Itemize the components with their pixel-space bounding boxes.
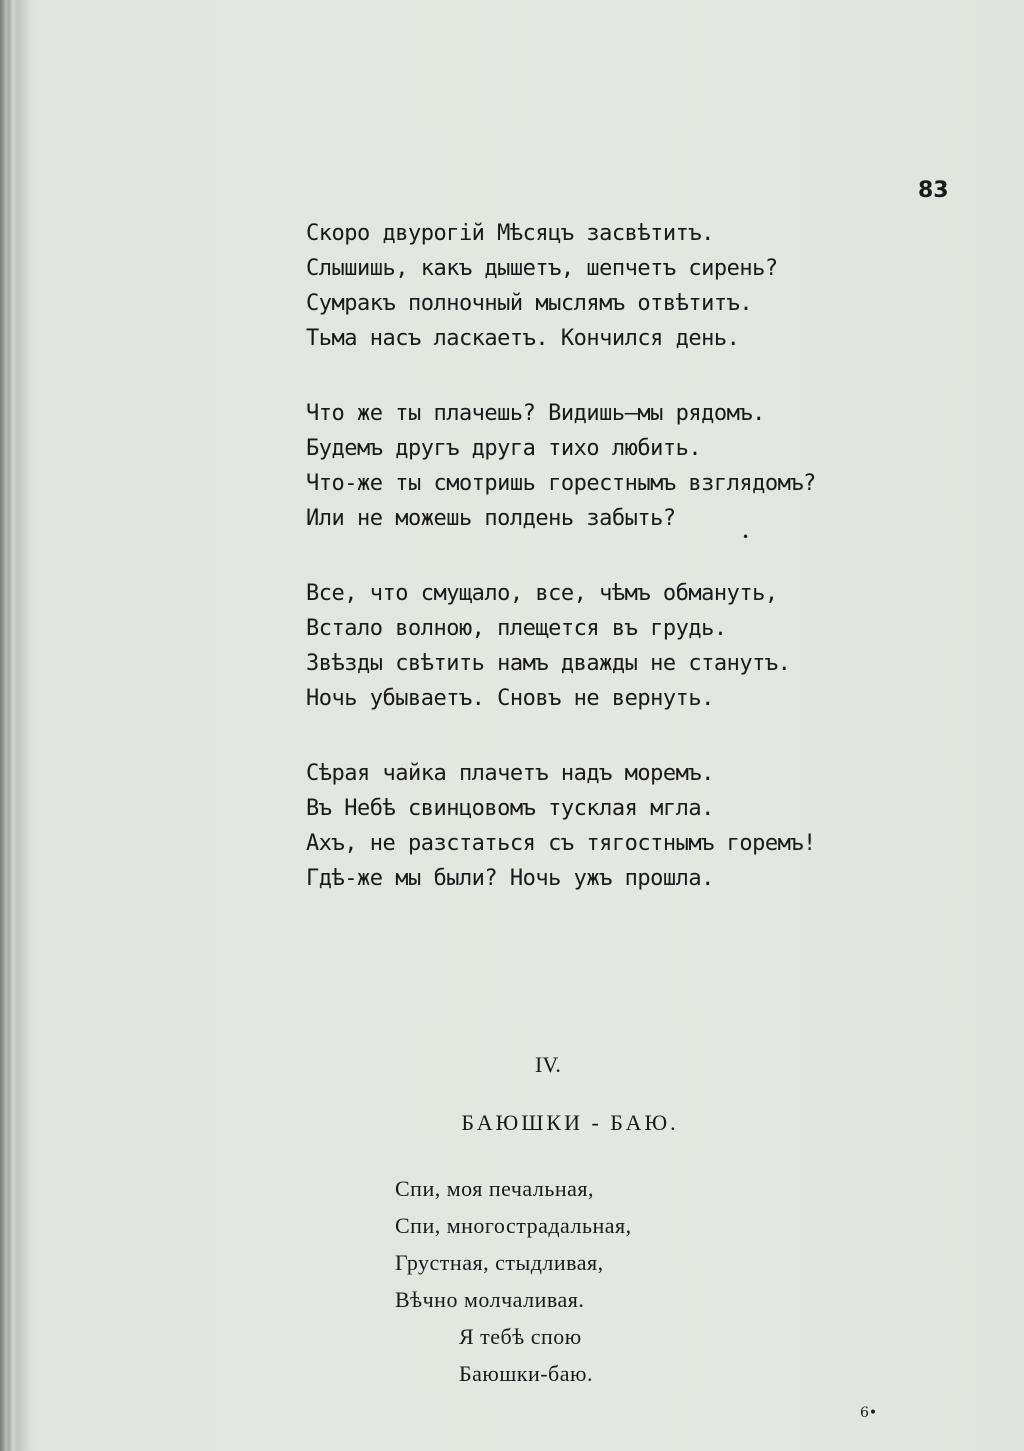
- poem-line: Звѣзды свѣтить намъ дважды не станутъ.: [306, 651, 791, 676]
- footer-mark: 6•: [860, 1405, 878, 1421]
- stanza-3: [306, 576, 866, 716]
- stanza-1: [306, 216, 866, 356]
- poem: [306, 216, 866, 936]
- lullaby-line: Вѣчно молчаливая.: [395, 1287, 585, 1312]
- poem-line: Скоро двурогій Мѣсяцъ засвѣтитъ.: [306, 221, 714, 246]
- poem-line: Гдѣ-же мы были? Ночь ужъ прошла.: [306, 866, 714, 891]
- poem-line: Въ Небѣ свинцовомъ тусклая мгла.: [306, 796, 714, 821]
- poem-line: Сумракъ полночный мыслямъ отвѣтитъ.: [306, 291, 753, 316]
- poem-line: Все, что смущало, все, чѣмъ обмануть,: [306, 581, 778, 606]
- lullaby-poem: [395, 1170, 795, 1392]
- poem-line: Сѣрая чайка плачетъ надъ моремъ.: [306, 761, 714, 786]
- lullaby-line: Я тебѣ спою: [459, 1324, 582, 1349]
- poem-line: Или не можешь полдень забыть?: [306, 506, 676, 531]
- section-number: IV.: [535, 1052, 561, 1077]
- poem-line: Тьма насъ ласкаетъ. Кончился день.: [306, 326, 740, 351]
- lullaby-line: Спи, многострадальная,: [395, 1213, 632, 1238]
- poem-line: Будемъ другъ друга тихо любить.: [306, 436, 702, 461]
- lullaby-line: Спи, моя печальная,: [395, 1176, 595, 1201]
- poem-line: Встало волною, плещется въ грудь.: [306, 616, 727, 641]
- poem-line: Ахъ, не разстаться съ тягостнымъ горемъ!: [306, 831, 816, 856]
- lullaby-line: Грустная, стыдливая,: [395, 1250, 604, 1275]
- book-spine-edge: [0, 0, 30, 1451]
- poem-line: Ночь убываетъ. Сновъ не вернуть.: [306, 686, 714, 711]
- stanza-4: [306, 756, 866, 896]
- page-number: 83: [918, 178, 949, 203]
- stanza-2: [306, 396, 866, 536]
- lullaby-line: Баюшки-баю.: [459, 1361, 593, 1386]
- poem-line: Слышишь, какъ дышетъ, шепчетъ сирень?: [306, 256, 778, 281]
- section-title: БАЮШКИ - БАЮ.: [461, 1110, 679, 1135]
- ink-speck: •: [742, 530, 750, 544]
- poem-line: Что-же ты смотришь горестнымъ взглядомъ?: [306, 471, 816, 496]
- poem-line: Что же ты плачешь? Видишь—мы рядомъ.: [306, 401, 765, 426]
